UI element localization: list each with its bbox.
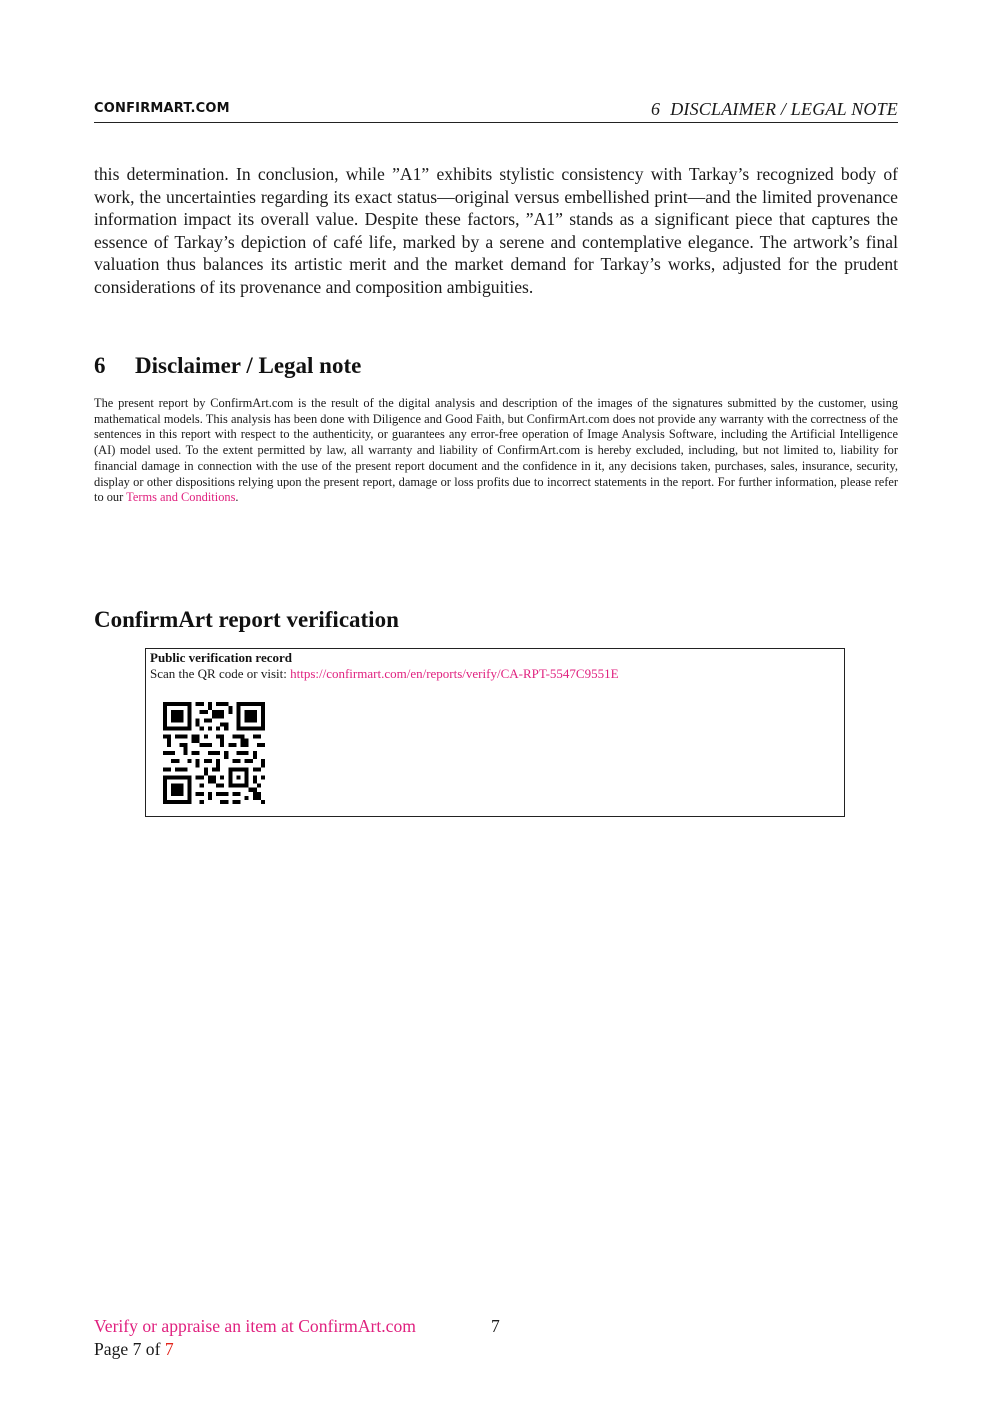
running-header-number: 6 [651, 99, 661, 119]
disclaimer-body: The present report by ConfirmArt.com is the result of the digital analysis and description of the images of the signatures submitted by the customer, using mathematical models. This analysis has been done with Diligence and Good Faith, but ConfirmArt.com does not provide any warranty with the correctness of the sentences in this report with respect to the authenticity, or guarantees any error-free operation of Image Analysis Software, including the Artificial Intelligence (AI) model used. To the extent permitted by law, all warranty and liability of ConfirmArt.com is hereby excluded, including, but not limited to, liability for financial damage in connection with the use of the present report document and the confidence in it, any decisions taken, purchases, sales, insurance, security, display or other dispositions relying upon the present report, damage or loss profits due to incorrect statements in the report. For further information, please refer to our [94, 396, 898, 505]
site-logo: CONFIRMART.COM [94, 101, 230, 116]
verification-instructions [150, 666, 619, 682]
footer-page-count [94, 1338, 174, 1360]
page-prefix: Page 7 of [94, 1339, 161, 1359]
conclusion-paragraph: this determination. In conclusion, while ”A1” exhibits stylistic consistency with Tarkay’s recognized body of work, the uncertainties regarding its exact status—original versus embellished print—and the limited provenance information impact its overall value. Despite these factors, ”A1” stands as a significant piece that captures the essence of Tarkay’s depiction of café life, marked by a serene and contemplative elegance. The artwork’s final valuation thus balances its artistic merit and the market demand for Tarkay’s works, adjusted for the prudent considerations of its provenance and composition ambiguities. [94, 164, 898, 297]
running-header [651, 98, 898, 120]
footer-confirmart-link[interactable]: Verify or appraise an item at ConfirmArt.com [94, 1316, 416, 1336]
disclaimer-text [94, 396, 898, 506]
verification-record-title: Public verification record [150, 650, 293, 665]
disclaimer-end: . [235, 490, 239, 505]
terms-and-conditions-link[interactable]: Terms and Conditions [126, 490, 236, 505]
section-heading [94, 352, 361, 380]
running-header-title: DISCLAIMER / LEGAL NOTE [670, 99, 898, 119]
section-title: Disclaimer / Legal note [135, 353, 362, 378]
scan-prefix: Scan the QR code or visit: [150, 666, 287, 681]
verification-url-link[interactable]: https://confirmart.com/en/reports/verify/CA-RPT-5547C9551E [290, 666, 619, 681]
section-number: 6 [94, 353, 106, 378]
header-rule [94, 122, 898, 123]
verification-heading: ConfirmArt report verification [94, 607, 399, 632]
footer-page-number: 7 [491, 1316, 500, 1336]
qr-code-icon[interactable] [162, 702, 266, 804]
page-total[interactable]: 7 [164, 1339, 174, 1359]
